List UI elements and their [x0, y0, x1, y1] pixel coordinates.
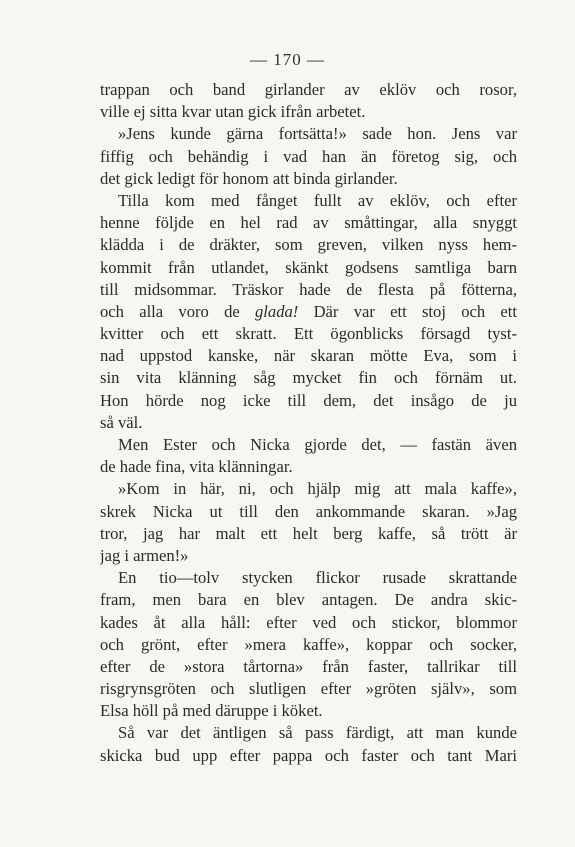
text-segment: Där var ett stoj och ett — [298, 301, 517, 321]
text-line: de hade fina, vita klänningar. — [100, 457, 293, 477]
text-line — [100, 301, 517, 323]
text-line: kvitter och ett skratt. Ett ögonblicks försagd tyst- — [100, 324, 517, 344]
text-line: så väl. — [100, 412, 143, 432]
text-line: Så var det äntligen så pass färdigt, att man kunde — [118, 723, 517, 743]
text-line: jag i armen!» — [100, 545, 189, 565]
text-line: Tilla kom med fånget fullt av eklöv, och efter — [118, 190, 517, 210]
text-line: En tio—tolv stycken flickor rusade skrattande — [118, 568, 517, 588]
text-line: det gick ledigt för honom att binda girlander. — [100, 168, 398, 188]
page-number: — 170 — — [250, 50, 325, 69]
text-line: nad uppstod kanske, när skaran mötte Eva, som i — [100, 346, 517, 366]
text-line: skicka bud upp efter pappa och faster och tant Mari — [100, 745, 517, 765]
text-line: fiffig och behändig i vad han än företog sig, och — [100, 146, 517, 166]
text-line: klädda i de dräkter, som greven, vilken nyss hem- — [100, 235, 517, 255]
text-line: fram, men bara en blev antagen. De andra skic- — [100, 590, 517, 610]
text-line: sin vita klänning såg mycket fin och förnäm ut. — [100, 368, 517, 388]
body-text — [100, 79, 517, 767]
text-line: tror, jag har malt ett helt berg kaffe, så trött är — [100, 523, 517, 543]
text-line: Hon hörde nog icke till dem, det insågo de ju — [100, 390, 517, 410]
text-line: risgrynsgröten och slutligen efter »gröten själv», som — [100, 679, 517, 699]
text-line: ville ej sitta kvar utan gick ifrån arbetet. — [100, 102, 366, 122]
text-line: Elsa höll på med däruppe i köket. — [100, 701, 323, 721]
text-segment: och alla voro de — [100, 301, 255, 321]
text-line: trappan och band girlander av eklöv och rosor, — [100, 80, 517, 99]
text-line: efter de »stora tårtorna» från faster, tallrikar till — [100, 656, 517, 676]
text-line: till midsommar. Träskor hade de flesta på fötterna, — [100, 279, 517, 299]
italic-text: glada! — [255, 301, 299, 321]
text-line: Men Ester och Nicka gjorde det, — fastän även — [118, 435, 517, 454]
text-line: och grönt, efter »mera kaffe», koppar och socker, — [100, 634, 517, 654]
text-line: »Jens kunde gärna fortsätta!» sade hon. Jens var — [118, 124, 517, 144]
text-line: kades åt alla håll: efter ved och stickor, blommor — [100, 612, 517, 632]
text-line: »Kom in här, ni, och hjälp mig att mala kaffe», — [118, 479, 517, 499]
text-line: skrek Nicka ut till den ankommande skaran. »Jag — [100, 501, 517, 521]
text-line: kommit från utlandet, skänkt godsens samtliga barn — [100, 257, 517, 277]
text-line: henne följde en hel rad av småttingar, alla snyggt — [100, 213, 517, 233]
